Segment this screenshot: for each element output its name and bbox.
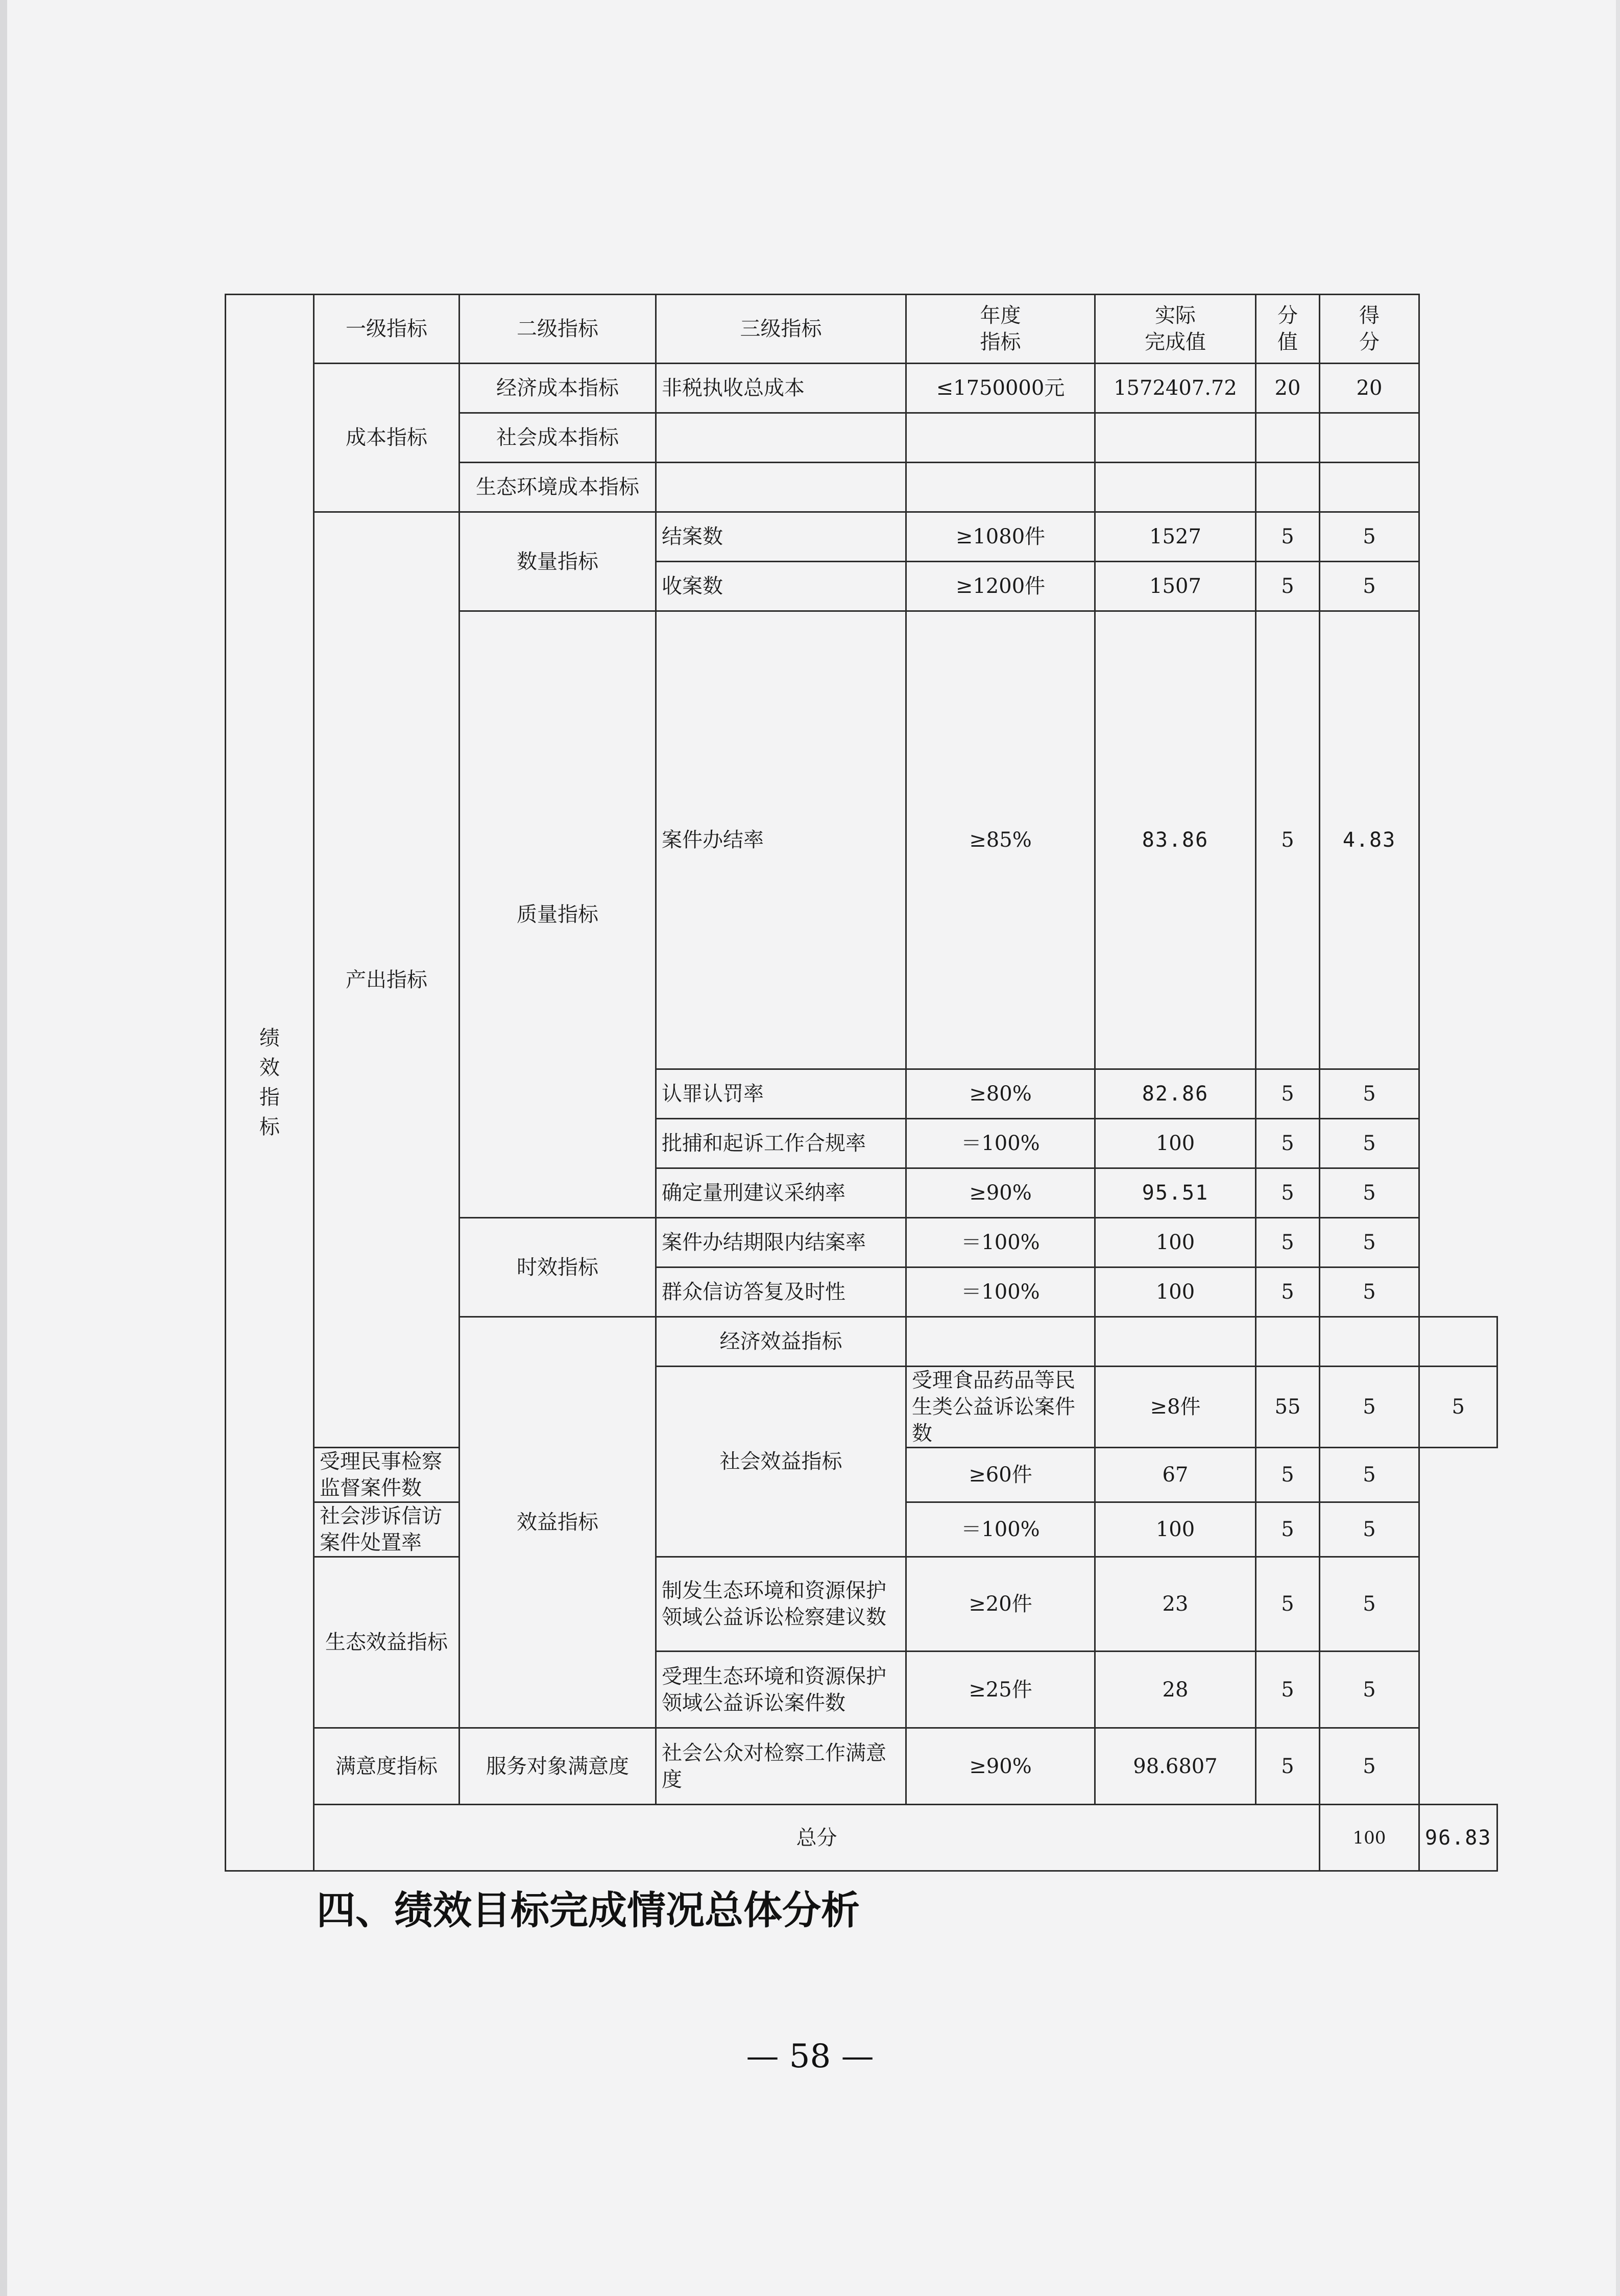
level3-cell	[656, 463, 906, 512]
actual-cell: 28	[1095, 1652, 1256, 1728]
header-actual: 实际 完成值	[1095, 295, 1256, 364]
scan-edge	[0, 0, 7, 2296]
weight-cell: 20	[1256, 364, 1320, 413]
level3-cell: 社会公众对检察工作满意度	[656, 1728, 906, 1805]
satisfaction-level2: 服务对象满意度	[460, 1728, 656, 1805]
quantity-level2: 数量指标	[460, 512, 656, 611]
target-cell: ≥60件	[906, 1448, 1095, 1502]
actual-cell	[1095, 413, 1256, 463]
timeliness-level2: 时效指标	[460, 1218, 656, 1317]
target-cell: ＝100%	[906, 1218, 1095, 1267]
actual-cell: 100	[1095, 1502, 1256, 1557]
actual-cell	[1095, 463, 1256, 512]
actual-cell: 1507	[1095, 562, 1256, 611]
target-cell: ≥1200件	[906, 562, 1095, 611]
actual-cell: 1572407.72	[1095, 364, 1256, 413]
table-header-row	[226, 295, 1497, 364]
level3-cell: 收案数	[656, 562, 906, 611]
score-cell: 5	[1320, 1267, 1419, 1317]
cost-level1: 成本指标	[314, 364, 460, 512]
social-level2: 社会效益指标	[656, 1367, 906, 1557]
level3-cell: 案件办结率	[656, 611, 906, 1069]
level3-cell: 群众信访答复及时性	[656, 1267, 906, 1317]
target-cell: ≥90%	[906, 1168, 1095, 1218]
score-cell: 5	[1320, 1218, 1419, 1267]
weight-cell: 5	[1256, 1218, 1320, 1267]
actual-cell	[1256, 1317, 1320, 1367]
benefit-level1: 效益指标	[460, 1317, 656, 1728]
economic-level2: 经济效益指标	[656, 1317, 906, 1367]
score-cell: 20	[1320, 364, 1419, 413]
score-cell: 5	[1320, 1168, 1419, 1218]
weight-cell: 5	[1256, 1557, 1320, 1652]
side-label: 绩效指标	[259, 1026, 280, 1139]
target-cell: ≥90%	[906, 1728, 1095, 1805]
ecological-level2: 生态效益指标	[314, 1557, 460, 1728]
score-cell: 5	[1320, 1119, 1419, 1168]
target-cell: ≤1750000元	[906, 364, 1095, 413]
actual-cell: 100	[1095, 1267, 1256, 1317]
score-cell: 5	[1320, 562, 1419, 611]
score-cell	[1320, 463, 1419, 512]
actual-cell: 55	[1256, 1367, 1320, 1448]
target-cell: ＝100%	[906, 1502, 1095, 1557]
actual-cell: 1527	[1095, 512, 1256, 562]
target-cell: ＝100%	[906, 1267, 1095, 1317]
actual-cell: 100	[1095, 1119, 1256, 1168]
header-weight: 分 值	[1256, 295, 1320, 364]
level2-cell: 社会成本指标	[460, 413, 656, 463]
table-row	[226, 512, 1497, 562]
score-cell: 5	[1320, 1728, 1419, 1805]
section-heading: 四、绩效目标完成情况总体分析	[317, 1887, 860, 1933]
score-cell: 5	[1320, 1557, 1419, 1652]
weight-cell	[1256, 413, 1320, 463]
score-cell: 4.83	[1320, 611, 1419, 1069]
weight-cell: 5	[1256, 1069, 1320, 1119]
level3-cell: 认罪认罚率	[656, 1069, 906, 1119]
score-cell: 5	[1320, 1069, 1419, 1119]
weight-cell: 5	[1256, 562, 1320, 611]
header-score: 得 分	[1320, 295, 1419, 364]
weight-cell: 5	[1256, 512, 1320, 562]
actual-cell: 67	[1095, 1448, 1256, 1502]
level3-cell: 确定量刑建议采纳率	[656, 1168, 906, 1218]
level3-cell: 受理民事检察监督案件数	[314, 1448, 460, 1502]
output-level1: 产出指标	[314, 512, 460, 1448]
score-cell: 5	[1320, 1502, 1419, 1557]
actual-cell: 83.86	[1095, 611, 1256, 1069]
table-row	[226, 1728, 1497, 1805]
level2-cell: 生态环境成本指标	[460, 463, 656, 512]
header-level3: 三级指标	[656, 295, 906, 364]
level3-cell	[906, 1317, 1095, 1367]
score-cell: 5	[1320, 1652, 1419, 1728]
target-cell: ≥1080件	[906, 512, 1095, 562]
header-level1: 一级指标	[314, 295, 460, 364]
level3-cell: 案件办结期限内结案率	[656, 1218, 906, 1267]
level3-cell: 受理食品药品等民生类公益诉讼案件数	[906, 1367, 1095, 1448]
level2-cell: 经济成本指标	[460, 364, 656, 413]
weight-cell: 5	[1256, 1119, 1320, 1168]
quality-level2: 质量指标	[460, 611, 656, 1218]
score-cell: 5	[1320, 512, 1419, 562]
target-cell: ≥85%	[906, 611, 1095, 1069]
level3-cell: 批捕和起诉工作合规率	[656, 1119, 906, 1168]
weight-cell: 5	[1256, 1168, 1320, 1218]
total-label: 总分	[314, 1805, 1320, 1871]
weight-cell: 5	[1320, 1367, 1419, 1448]
weight-cell: 5	[1256, 611, 1320, 1069]
weight-cell: 5	[1256, 1267, 1320, 1317]
target-cell	[906, 413, 1095, 463]
table-row	[226, 364, 1497, 413]
total-row	[226, 1805, 1497, 1871]
score-cell	[1320, 413, 1419, 463]
actual-cell: 23	[1095, 1557, 1256, 1652]
score-cell: 5	[1419, 1367, 1497, 1448]
weight-cell: 5	[1256, 1728, 1320, 1805]
table-row	[226, 1557, 1497, 1652]
scan-edge-right	[1616, 0, 1620, 2296]
target-cell: ≥80%	[906, 1069, 1095, 1119]
weight-cell	[1256, 463, 1320, 512]
weight-cell: 5	[1256, 1652, 1320, 1728]
level3-cell: 非税执收总成本	[656, 364, 906, 413]
performance-indicator-table	[225, 294, 1498, 1872]
target-cell: ≥8件	[1095, 1367, 1256, 1448]
level3-cell	[656, 413, 906, 463]
satisfaction-level1: 满意度指标	[314, 1728, 460, 1805]
target-cell: ＝100%	[906, 1119, 1095, 1168]
level3-cell: 制发生态环境和资源保护领域公益诉讼检察建议数	[656, 1557, 906, 1652]
score-cell	[1419, 1317, 1497, 1367]
actual-cell: 95.51	[1095, 1168, 1256, 1218]
target-cell	[1095, 1317, 1256, 1367]
total-score: 96.83	[1419, 1805, 1497, 1871]
page-number: — 58 —	[746, 2038, 874, 2075]
total-weight: 100	[1320, 1805, 1419, 1871]
weight-cell: 5	[1256, 1502, 1320, 1557]
level3-cell: 社会涉诉信访案件处置率	[314, 1502, 460, 1557]
weight-cell	[1320, 1317, 1419, 1367]
level3-cell: 受理生态环境和资源保护领域公益诉讼案件数	[656, 1652, 906, 1728]
header-annual: 年度 指标	[906, 295, 1095, 364]
weight-cell: 5	[1256, 1448, 1320, 1502]
level3-cell: 结案数	[656, 512, 906, 562]
score-cell: 5	[1320, 1448, 1419, 1502]
actual-cell: 82.86	[1095, 1069, 1256, 1119]
target-cell: ≥20件	[906, 1557, 1095, 1652]
target-cell: ≥25件	[906, 1652, 1095, 1728]
target-cell	[906, 463, 1095, 512]
header-level2: 二级指标	[460, 295, 656, 364]
side-label-cell	[226, 295, 314, 1871]
actual-cell: 100	[1095, 1218, 1256, 1267]
actual-cell: 98.6807	[1095, 1728, 1256, 1805]
